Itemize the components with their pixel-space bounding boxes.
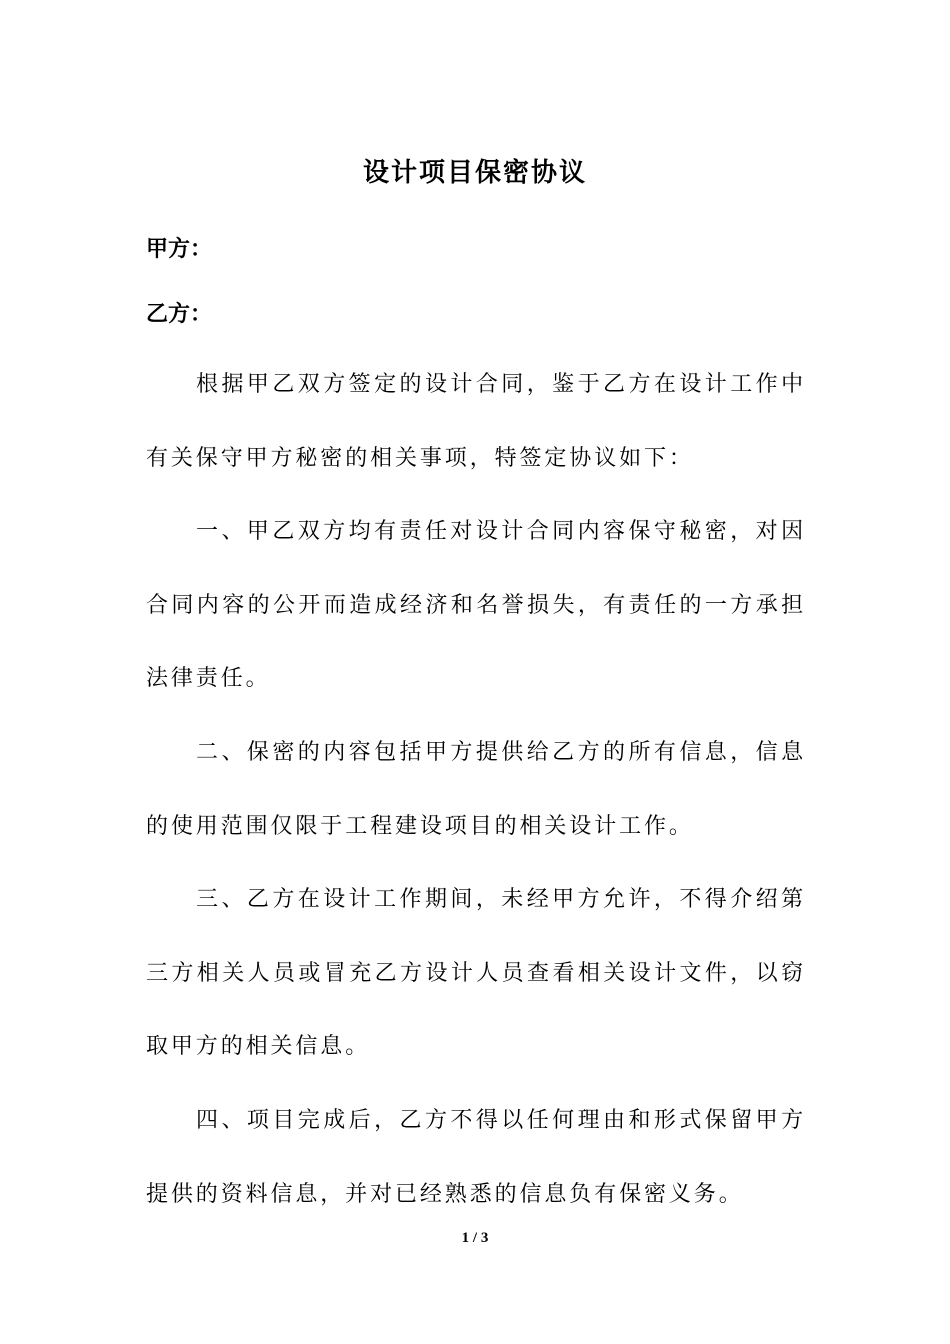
intro-paragraph: 根据甲乙双方签定的设计合同，鉴于乙方在设计工作中有关保守甲方秘密的相关事项，特签定协议如下：	[146, 372, 806, 471]
clause-3-paragraph: 三、乙方在设计工作期间，未经甲方允许，不得介绍第三方相关人员或冒充乙方设计人员查看相关设计文件，以窃取甲方的相关信息。	[146, 887, 806, 1060]
clause-2-paragraph: 二、保密的内容包括甲方提供给乙方的所有信息，信息的使用范围仅限于工程建设项目的相关设计工作。	[146, 739, 806, 839]
agreement-body	[146, 348, 806, 1231]
clause-4-paragraph: 四、项目完成后，乙方不得以任何理由和形式保留甲方提供的资料信息，并对已经熟悉的信息负有保密义务。	[146, 1107, 806, 1207]
party-a-label: 甲方：	[146, 236, 213, 262]
page-number: 1 / 3	[461, 1230, 489, 1246]
document-title: 设计项目保密协议	[362, 158, 587, 188]
party-b-label: 乙方：	[146, 301, 213, 327]
clause-1-paragraph: 一、甲乙双方均有责任对设计合同内容保守秘密，对因合同内容的公开而造成经济和名誉损失，有责任的一方承担法律责任。	[146, 519, 806, 692]
